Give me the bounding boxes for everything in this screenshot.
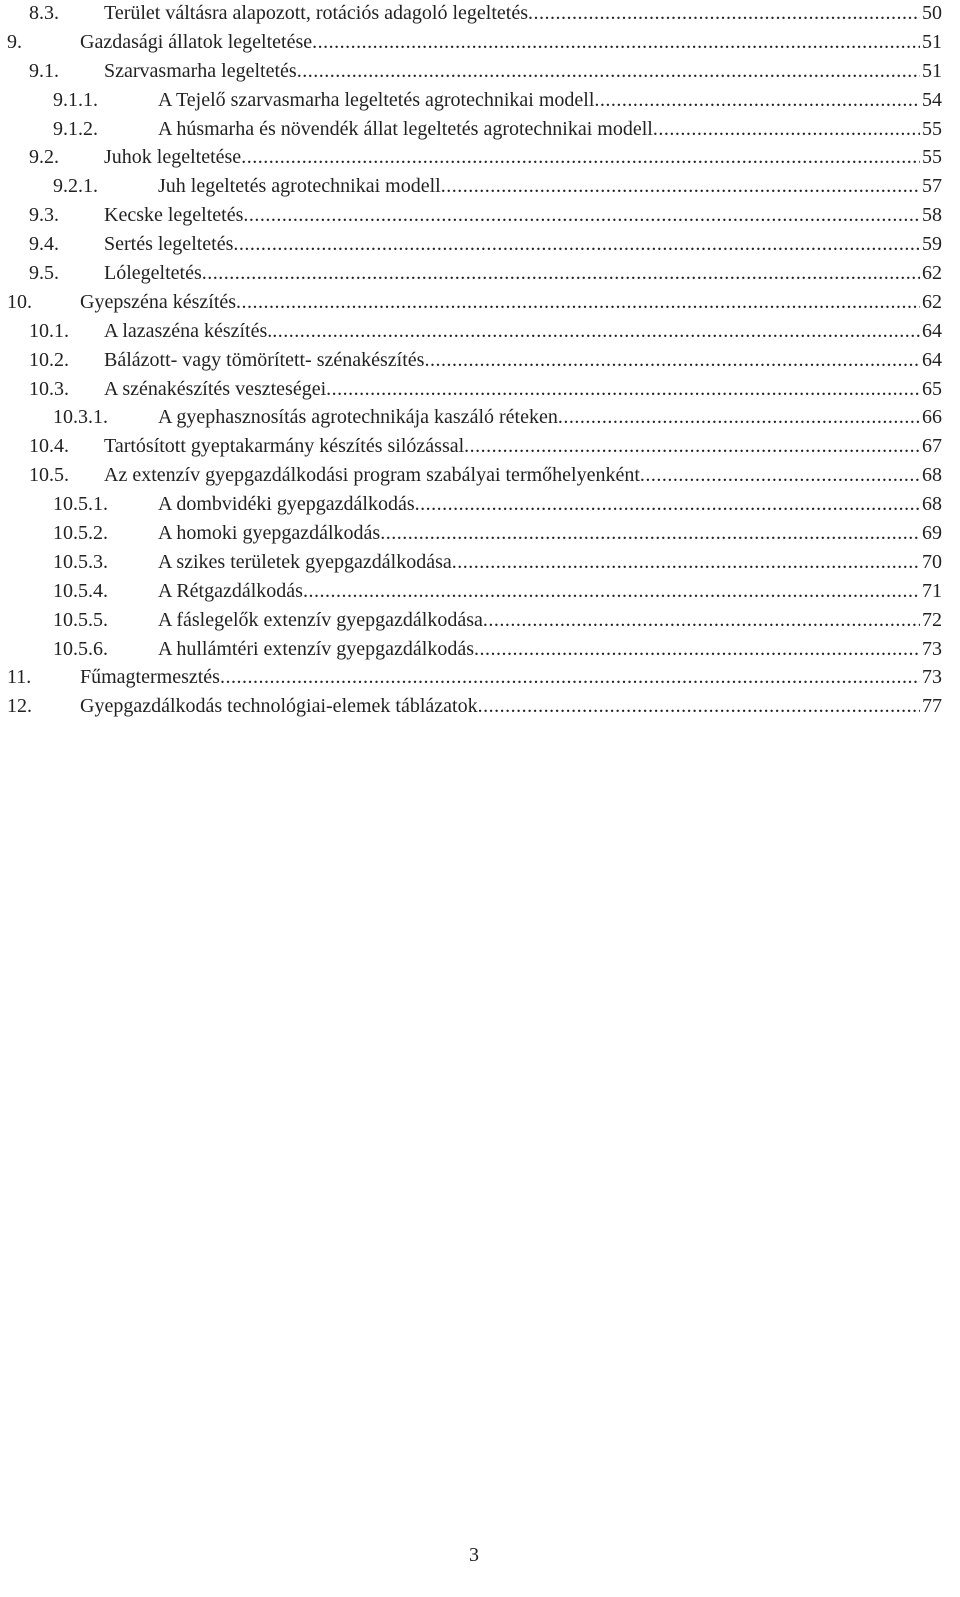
dot-leader (452, 548, 920, 577)
toc-entry-page: 58 (922, 204, 942, 227)
toc-entry-title: Szarvasmarha legeltetés (104, 59, 297, 82)
toc-entry-page: 66 (922, 406, 942, 429)
toc-entry-page: 67 (922, 435, 942, 458)
toc-entry-number: 10.5.2. (53, 522, 108, 545)
toc-entry-title: Gazdasági állatok legeltetése (80, 30, 313, 53)
toc-entry[interactable] (0, 375, 960, 404)
toc-entry-title: A szikes területek gyepgazdálkodása (158, 550, 452, 573)
toc-entry-page: 57 (922, 175, 942, 198)
dot-leader (236, 288, 920, 317)
toc-entry[interactable] (0, 692, 960, 721)
dot-leader (380, 519, 920, 548)
toc-entry-number: 10.4. (29, 435, 69, 458)
toc-entry-number: 10.5. (29, 464, 69, 487)
dot-leader (483, 606, 920, 635)
dot-leader (272, 317, 920, 346)
toc-entry-title: Gyepszéna készítés (80, 290, 237, 313)
toc-entry-title: Juhok legeltetése (104, 146, 242, 169)
dot-leader (441, 172, 920, 201)
dot-leader (464, 432, 920, 461)
toc-entry-title: Sertés legeltetés (104, 233, 234, 256)
dot-leader (415, 490, 920, 519)
toc-entry[interactable] (0, 403, 960, 432)
toc-entry[interactable] (0, 317, 960, 346)
toc-entry[interactable] (0, 201, 960, 230)
toc-entry-number: 10.3. (29, 377, 69, 400)
toc-entry[interactable] (0, 663, 960, 692)
toc-entry-number: 10. (7, 290, 32, 313)
toc-entry-title: Tartósított gyeptakarmány készítés silózással (104, 435, 465, 458)
toc-entry-title: Lólegeltetés (104, 262, 202, 285)
toc-entry[interactable] (0, 346, 960, 375)
toc-entry[interactable] (0, 143, 960, 172)
dot-leader (297, 57, 920, 86)
dot-leader (202, 259, 920, 288)
toc-entry-page: 50 (922, 2, 942, 24)
page-number: 3 (469, 1544, 479, 1566)
toc-entry-title: Gyepgazdálkodás technológiai-elemek táblázatok (80, 695, 478, 718)
toc-entry-number: 9.2.1. (53, 175, 98, 198)
toc-entry[interactable] (0, 490, 960, 519)
toc-entry[interactable] (0, 172, 960, 201)
toc-entry-page: 64 (922, 348, 942, 371)
toc-entry-number: 10.1. (29, 319, 69, 342)
dot-leader (474, 635, 920, 664)
toc-entry[interactable] (0, 230, 960, 259)
toc-entry-title: Bálázott- vagy tömörített- szénakészítés (104, 348, 425, 371)
toc-entry-title: A homoki gyepgazdálkodás (158, 522, 381, 545)
toc-entry-title: A Rétgazdálkodás (158, 579, 303, 602)
toc-entry-number: 9. (7, 30, 22, 53)
dot-leader (558, 403, 920, 432)
toc-entry[interactable] (0, 57, 960, 86)
toc-entry-number: 10.2. (29, 348, 69, 371)
toc-entry-title: A fáslegelők extenzív gyepgazdálkodása (158, 608, 483, 631)
toc-entry-title: Fűmagtermesztés (80, 666, 220, 689)
dot-leader (424, 346, 920, 375)
toc-entry-page: 68 (922, 464, 942, 487)
toc-entry-number: 9.2. (29, 146, 59, 169)
toc-entry-page: 77 (922, 695, 942, 718)
toc-entry-page: 51 (922, 59, 942, 82)
toc-entry-page: 68 (922, 493, 942, 516)
dot-leader (594, 86, 920, 115)
toc-entry[interactable] (0, 577, 960, 606)
toc-entry-number: 11. (7, 666, 32, 689)
toc-entry-title: A szénakészítés veszteségei (104, 377, 327, 400)
dot-leader (241, 143, 920, 172)
toc-entry-page: 62 (922, 290, 942, 313)
toc-entry[interactable] (0, 635, 960, 664)
dot-leader (640, 461, 920, 490)
toc-entry-title: Terület váltásra alapozott, rotációs adagoló legeltetés (104, 2, 528, 24)
toc-entry-page: 65 (922, 377, 942, 400)
toc-entry-number: 10.5.1. (53, 493, 108, 516)
toc-entry[interactable] (0, 288, 960, 317)
toc-entry-number: 10.5.6. (53, 637, 108, 660)
toc-entry[interactable] (0, 0, 960, 28)
toc-entry-number: 10.5.4. (53, 579, 108, 602)
toc-entry-number: 10.5.3. (53, 550, 108, 573)
toc-entry-number: 12. (7, 695, 32, 718)
toc-entry-page: 55 (922, 146, 942, 169)
toc-entry[interactable] (0, 28, 960, 57)
toc-entry-title: A hullámtéri extenzív gyepgazdálkodás (158, 637, 475, 660)
dot-leader (233, 230, 920, 259)
toc-entry-number: 9.5. (29, 262, 59, 285)
toc-entry-title: Kecske legeltetés (104, 204, 244, 227)
toc-entry-page: 55 (922, 117, 942, 140)
toc-entry[interactable] (0, 259, 960, 288)
dot-leader (243, 201, 920, 230)
dot-leader (478, 692, 920, 721)
toc-entry[interactable] (0, 461, 960, 490)
toc-entry-page: 59 (922, 233, 942, 256)
toc-entry[interactable] (0, 519, 960, 548)
toc-entry-page: 51 (922, 30, 942, 53)
toc-entry[interactable] (0, 548, 960, 577)
dot-leader (653, 115, 920, 144)
dot-leader (528, 0, 920, 28)
toc-entry-number: 8.3. (29, 2, 59, 24)
toc-entry-number: 9.3. (29, 204, 59, 227)
dot-leader (220, 663, 920, 692)
toc-entry-title: Az extenzív gyepgazdálkodási program szabályai termőhelyenként (104, 464, 640, 487)
toc-entry-title: A húsmarha és növendék állat legeltetés agrotechnikai modell (158, 117, 653, 140)
table-of-contents (0, 0, 960, 721)
toc-entry-page: 73 (922, 637, 942, 660)
toc-entry-title: Juh legeltetés agrotechnikai modell (158, 175, 441, 198)
toc-entry-page: 72 (922, 608, 942, 631)
toc-entry-page: 69 (922, 522, 942, 545)
toc-entry-page: 62 (922, 262, 942, 285)
toc-entry[interactable] (0, 86, 960, 115)
toc-entry-title: A lazaszéna készítés. (104, 319, 273, 342)
toc-entry-number: 9.1.2. (53, 117, 98, 140)
toc-entry-page: 64 (922, 319, 942, 342)
toc-entry[interactable] (0, 432, 960, 461)
toc-entry-number: 10.3.1. (53, 406, 108, 429)
toc-entry[interactable] (0, 115, 960, 144)
toc-entry-page: 70 (922, 550, 942, 573)
toc-entry-page: 71 (922, 579, 942, 602)
dot-leader (312, 28, 920, 57)
toc-entry-number: 9.4. (29, 233, 59, 256)
toc-entry-title: A gyephasznosítás agrotechnikája kaszáló réteken (158, 406, 558, 429)
toc-entry-title: A Tejelő szarvasmarha legeltetés agrotechnikai modell (158, 88, 595, 111)
toc-entry-page: 73 (922, 666, 942, 689)
toc-entry-title: A dombvidéki gyepgazdálkodás (158, 493, 415, 516)
toc-entry-page: 54 (922, 88, 942, 111)
toc-entry-number: 10.5.5. (53, 608, 108, 631)
dot-leader (326, 375, 920, 404)
dot-leader (303, 577, 920, 606)
toc-entry-number: 9.1. (29, 59, 59, 82)
toc-entry[interactable] (0, 606, 960, 635)
toc-entry-number: 9.1.1. (53, 88, 98, 111)
